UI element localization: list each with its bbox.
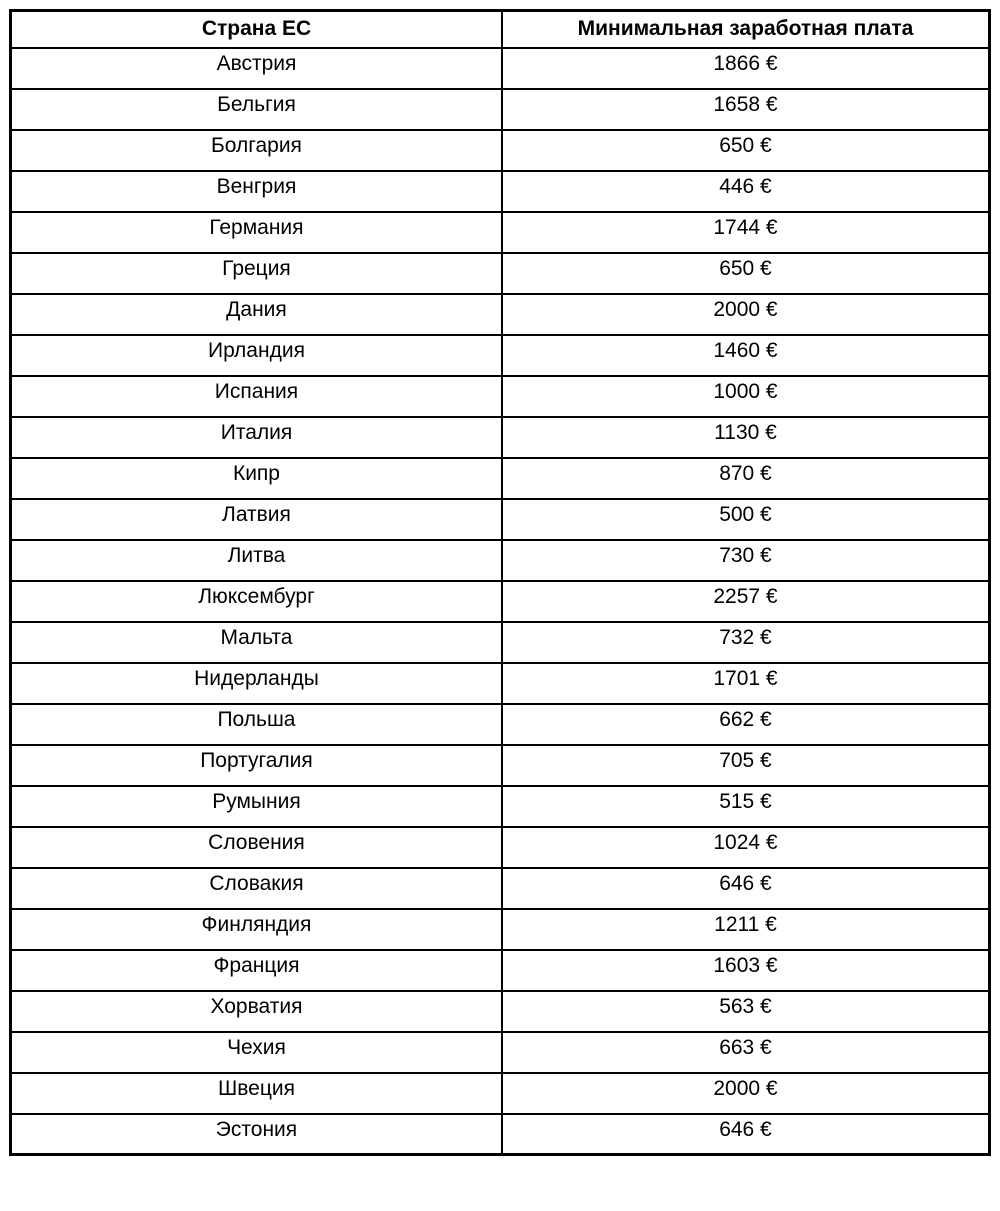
country-cell: Нидерланды xyxy=(11,663,502,704)
country-cell: Латвия xyxy=(11,499,502,540)
wage-cell: 2257 € xyxy=(502,581,990,622)
table-row xyxy=(11,499,990,540)
wage-cell: 650 € xyxy=(502,130,990,171)
wage-cell: 663 € xyxy=(502,1032,990,1073)
wage-cell: 730 € xyxy=(502,540,990,581)
country-cell: Румыния xyxy=(11,786,502,827)
table-row xyxy=(11,786,990,827)
table-header xyxy=(11,11,990,48)
country-cell: Болгария xyxy=(11,130,502,171)
table-row xyxy=(11,48,990,89)
country-cell: Хорватия xyxy=(11,991,502,1032)
wage-cell: 515 € xyxy=(502,786,990,827)
country-cell: Греция xyxy=(11,253,502,294)
country-cell: Ирландия xyxy=(11,335,502,376)
wage-cell: 1024 € xyxy=(502,827,990,868)
table-row xyxy=(11,745,990,786)
country-cell: Финляндия xyxy=(11,909,502,950)
country-cell: Швеция xyxy=(11,1073,502,1114)
table-row xyxy=(11,868,990,909)
table-row xyxy=(11,335,990,376)
min-wage-table xyxy=(9,9,991,1156)
table-row xyxy=(11,458,990,499)
wage-column-header: Минимальная заработная плата xyxy=(502,11,990,48)
wage-cell: 1658 € xyxy=(502,89,990,130)
wage-cell: 732 € xyxy=(502,622,990,663)
country-column-header: Страна ЕС xyxy=(11,11,502,48)
table-row xyxy=(11,704,990,745)
table-row xyxy=(11,1032,990,1073)
table-row xyxy=(11,130,990,171)
country-cell: Австрия xyxy=(11,48,502,89)
table-row xyxy=(11,89,990,130)
table-row xyxy=(11,171,990,212)
wage-cell: 1744 € xyxy=(502,212,990,253)
wage-cell: 646 € xyxy=(502,1114,990,1155)
table-row xyxy=(11,622,990,663)
table-row xyxy=(11,909,990,950)
wage-cell: 662 € xyxy=(502,704,990,745)
country-cell: Франция xyxy=(11,950,502,991)
country-cell: Венгрия xyxy=(11,171,502,212)
wage-cell: 1866 € xyxy=(502,48,990,89)
wage-cell: 705 € xyxy=(502,745,990,786)
table-row xyxy=(11,581,990,622)
wage-cell: 1460 € xyxy=(502,335,990,376)
table-row xyxy=(11,417,990,458)
wage-cell: 870 € xyxy=(502,458,990,499)
country-cell: Словакия xyxy=(11,868,502,909)
wage-cell: 1000 € xyxy=(502,376,990,417)
table-row xyxy=(11,663,990,704)
table-row xyxy=(11,376,990,417)
table-row xyxy=(11,827,990,868)
country-cell: Мальта xyxy=(11,622,502,663)
wage-cell: 2000 € xyxy=(502,294,990,335)
table-row xyxy=(11,212,990,253)
country-cell: Португалия xyxy=(11,745,502,786)
country-cell: Дания xyxy=(11,294,502,335)
header-row xyxy=(11,11,990,48)
country-cell: Чехия xyxy=(11,1032,502,1073)
table-body xyxy=(11,48,990,1155)
country-cell: Люксембург xyxy=(11,581,502,622)
wage-cell: 2000 € xyxy=(502,1073,990,1114)
table-row xyxy=(11,540,990,581)
country-cell: Кипр xyxy=(11,458,502,499)
country-cell: Литва xyxy=(11,540,502,581)
country-cell: Бельгия xyxy=(11,89,502,130)
table-row xyxy=(11,253,990,294)
country-cell: Эстония xyxy=(11,1114,502,1155)
wage-cell: 1603 € xyxy=(502,950,990,991)
country-cell: Германия xyxy=(11,212,502,253)
wage-cell: 1130 € xyxy=(502,417,990,458)
wage-cell: 646 € xyxy=(502,868,990,909)
country-cell: Польша xyxy=(11,704,502,745)
table-row xyxy=(11,991,990,1032)
wage-cell: 500 € xyxy=(502,499,990,540)
table-row xyxy=(11,1073,990,1114)
wage-cell: 1211 € xyxy=(502,909,990,950)
country-cell: Италия xyxy=(11,417,502,458)
country-cell: Испания xyxy=(11,376,502,417)
table-row xyxy=(11,1114,990,1155)
wage-cell: 1701 € xyxy=(502,663,990,704)
table-row xyxy=(11,950,990,991)
country-cell: Словения xyxy=(11,827,502,868)
wage-cell: 563 € xyxy=(502,991,990,1032)
wage-cell: 446 € xyxy=(502,171,990,212)
wage-cell: 650 € xyxy=(502,253,990,294)
table-row xyxy=(11,294,990,335)
